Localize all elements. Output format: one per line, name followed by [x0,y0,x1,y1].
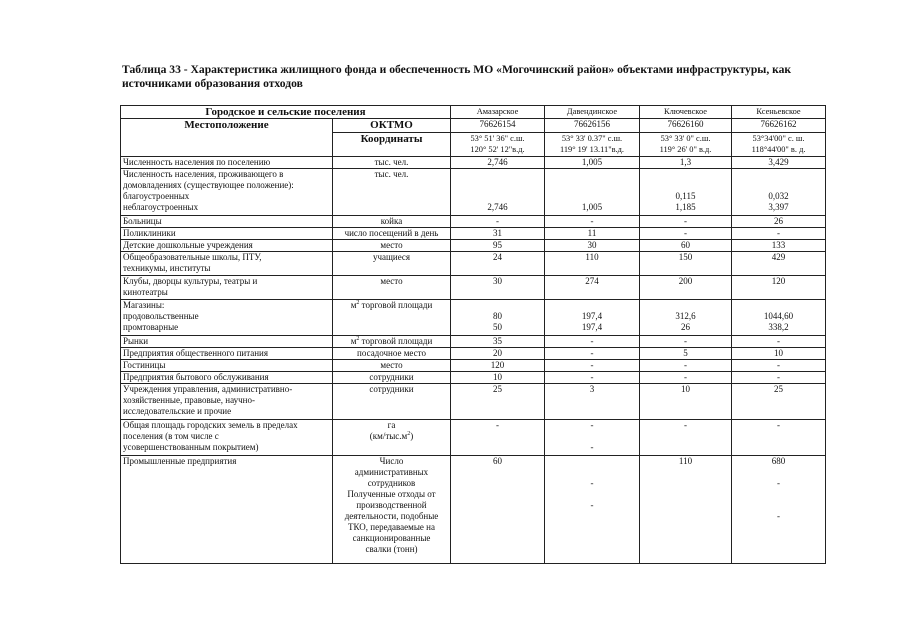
coords-header: Координаты [333,133,451,157]
header-row-oktmo [121,119,826,133]
row-label: Больницы [121,216,333,228]
cell-value: 5 [640,348,732,360]
coords-value: 53° 33' 0" с.ш. 119° 26' 0" в.д. [640,133,732,157]
table-row [121,157,826,169]
cell-value: 150 [640,252,732,276]
location-header: Местоположение [121,119,333,157]
row-label: Численность населения, проживающего в домовладениях (существующее положение): благоустроенных неблагоустроенных [121,169,333,216]
oktmo-value: 76626154 [451,119,545,133]
row-label: Магазины: продовольственные промтоварные [121,300,333,336]
table-row [121,456,826,564]
cell-value: 680 - - [732,456,826,564]
cell-value: 24 [451,252,545,276]
cell-value: - [545,336,640,348]
cell-value: - [640,420,732,456]
row-label: Поликлиники [121,228,333,240]
coords-value: 53° 51' 36" с.ш. 120° 52' 12"в.д. [451,133,545,157]
row-unit: га $(км/тыс.м^2)$ [333,420,451,456]
cell-value: 60 [640,240,732,252]
row-label: Общеобразовательные школы, ПТУ, техникумы, институты [121,252,333,276]
row-unit: место [333,240,451,252]
table-row [121,336,826,348]
row-label: Численность населения по поселению [121,157,333,169]
cell-value: - [451,420,545,456]
cell-value: - [545,348,640,360]
row-label: Клубы, дворцы культуры, театры и кинотеатры [121,276,333,300]
cell-value: 1,3 [640,157,732,169]
oktmo-value: 76626156 [545,119,640,133]
oktmo-value: 76626160 [640,119,732,133]
table-row [121,276,826,300]
cell-value: 120 [732,276,826,300]
table-row [121,348,826,360]
settlements-header: Городское и сельские поселения [121,106,451,119]
cell-value: 0,115 1,185 [640,169,732,216]
coords-value: 53° 33' 0.37" с.ш. 119° 19' 13.11"в.д. [545,133,640,157]
cell-value: 110 [545,252,640,276]
table-row [121,169,826,216]
cell-value: - [545,216,640,228]
settlement-name: Давендинское [545,106,640,119]
cell-value: - - [545,456,640,564]
table-row [121,252,826,276]
cell-value: 110 [640,456,732,564]
oktmo-value: 76626162 [732,119,826,133]
settlement-name: Амазарское [451,106,545,119]
settlement-name: Ксеньевское [732,106,826,119]
cell-value: 26 [732,216,826,228]
row-unit: учащиеся [333,252,451,276]
table-row [121,240,826,252]
oktmo-header: ОКТМО [333,119,451,133]
settlement-name: Ключевское [640,106,732,119]
cell-value: 30 [451,276,545,300]
infrastructure-table [120,105,826,564]
row-label: Гостиницы [121,360,333,372]
table-row [121,384,826,420]
cell-value: 133 [732,240,826,252]
cell-value: 35 [451,336,545,348]
cell-value: - [640,216,732,228]
cell-value: - [732,336,826,348]
row-label: Общая площадь городских земель в пределах поселения (в том числе с усовершенствованным покрытием) [121,420,333,456]
cell-value: - [451,216,545,228]
cell-value: 1,005 [545,169,640,216]
table-row [121,228,826,240]
cell-value: 25 [451,384,545,420]
row-unit: тыс. чел. [333,169,451,216]
cell-value: - [640,372,732,384]
table-row [121,360,826,372]
coords-value: 53°34'00" с. ш. 118°44'00" в. д. [732,133,826,157]
cell-value: 1,005 [545,157,640,169]
row-label: Предприятия общественного питания [121,348,333,360]
header-row-settlements [121,106,826,119]
table-row [121,420,826,456]
row-unit: сотрудники [333,372,451,384]
cell-value: 2,746 [451,157,545,169]
row-label: Учреждения управления, административно- хозяйственные, правовые, научно- исследовательские и прочие [121,384,333,420]
cell-value: - [732,420,826,456]
row-unit: место [333,276,451,300]
row-unit: сотрудники [333,384,451,420]
cell-value: - [640,228,732,240]
cell-value: 25 [732,384,826,420]
cell-value: 11 [545,228,640,240]
row-unit: $м^2$ торговой площади [333,300,451,336]
row-label: Рынки [121,336,333,348]
cell-value: 120 [451,360,545,372]
table-row [121,300,826,336]
cell-value: 0,032 3,397 [732,169,826,216]
row-unit: место [333,360,451,372]
cell-value: - - [545,420,640,456]
cell-value: - [545,372,640,384]
row-unit: койка [333,216,451,228]
cell-value: - [545,360,640,372]
table-title: Таблица 33 - Характеристика жилищного фонда и обеспеченность МО «Могочинский район» объектами инфраструктуры, как источниками образования отходов [122,63,792,90]
row-unit: тыс. чел. [333,157,451,169]
row-unit: посадочное место [333,348,451,360]
row-label: Детские дошкольные учреждения [121,240,333,252]
cell-value: 31 [451,228,545,240]
cell-value: 200 [640,276,732,300]
cell-value: 95 [451,240,545,252]
row-unit: $м^2$ торговой площади [333,336,451,348]
cell-value: - [732,372,826,384]
row-unit: число посещений в день [333,228,451,240]
cell-value: 2,746 [451,169,545,216]
cell-value: 3 [545,384,640,420]
cell-value: 30 [545,240,640,252]
row-unit: Число административных сотрудников Полученные отходы от производственной деятельности, подобные ТКО, передаваемые на санкционированные свалки (тонн) [333,456,451,564]
table-row [121,216,826,228]
cell-value: - [640,360,732,372]
cell-value: 1044,60 338,2 [732,300,826,336]
cell-value: 312,6 26 [640,300,732,336]
cell-value: 10 [451,372,545,384]
cell-value: 10 [732,348,826,360]
cell-value: 274 [545,276,640,300]
cell-value: 10 [640,384,732,420]
cell-value: - [640,336,732,348]
cell-value: 60 [451,456,545,564]
row-label: Промышленные предприятия [121,456,333,564]
table-row [121,372,826,384]
cell-value: 197,4 197,4 [545,300,640,336]
cell-value: - [732,360,826,372]
cell-value: 80 50 [451,300,545,336]
row-label: Предприятия бытового обслуживания [121,372,333,384]
cell-value: 20 [451,348,545,360]
cell-value: 429 [732,252,826,276]
cell-value: - [732,228,826,240]
cell-value: 3,429 [732,157,826,169]
